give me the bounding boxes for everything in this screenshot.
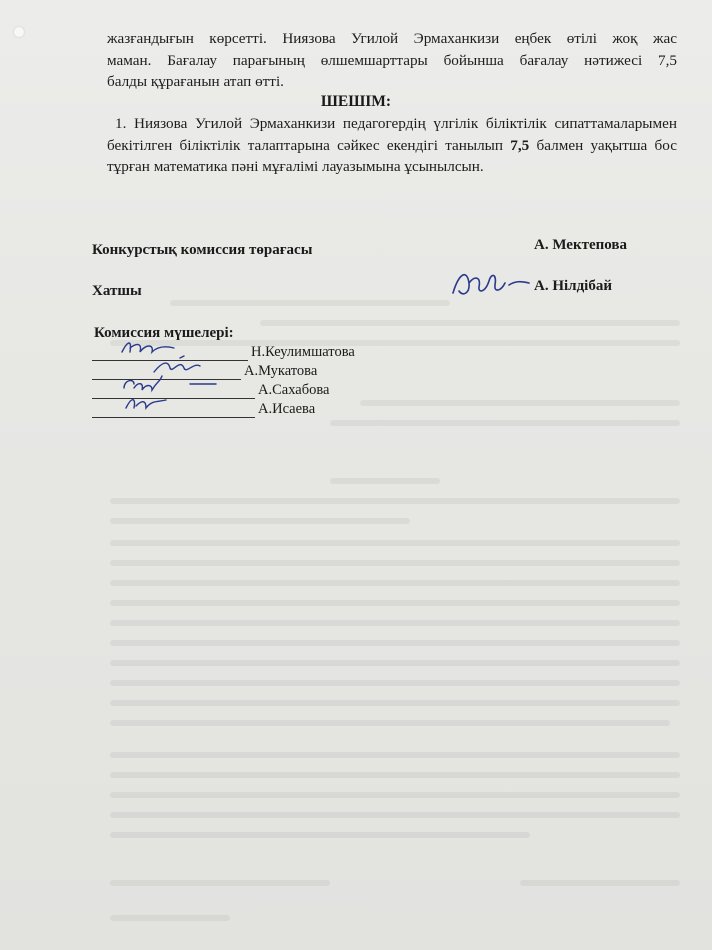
intro-line-3: балды құрағанын атап өтті. [107,73,284,90]
decision-paragraph [107,113,677,178]
secretary-label: Хатшы [92,283,142,299]
secretary-name: А. Нілдібай [534,278,612,294]
intro-line-2: маман. Бағалау парағының өлшемшарттары бойынша бағалау нәтижесі 7,5 [107,51,677,69]
secretary-signature [445,263,535,303]
intro-line-1: жазғандығын көрсетті. Ниязова Угилой Эрмаханкизи еңбек өтілі жоқ жас [107,30,677,47]
decision-number: 1. [115,115,127,132]
chair-name: А. Мектепова [534,237,627,253]
member-4-signature [122,392,182,414]
member-name: А.Сахабова [258,382,330,398]
decision-score: 7,5 [510,136,530,154]
intro-paragraph [107,28,677,93]
member-name: А.Мукатова [244,363,318,379]
members-label: Комиссия мүшелері: [94,325,234,341]
chair-label: Конкурстық комиссия төрағасы [92,242,313,258]
member-name: А.Исаева [258,401,316,417]
decision-text-part1: Ниязова Угилой Эрмаханкизи педагогердің үлгілік біліктілік сипаттамаларымен бекітілген біліктілік талаптарына сәйкес екендігі танылып [107,115,677,154]
member-name: Н.Кеулимшатова [251,344,355,360]
decision-heading: ШЕШІМ: [320,93,392,110]
decision-text-part2: балмен уақытша бос тұрған математика пәні мұғалімі лауазымына ұсынылсын. [107,136,677,175]
